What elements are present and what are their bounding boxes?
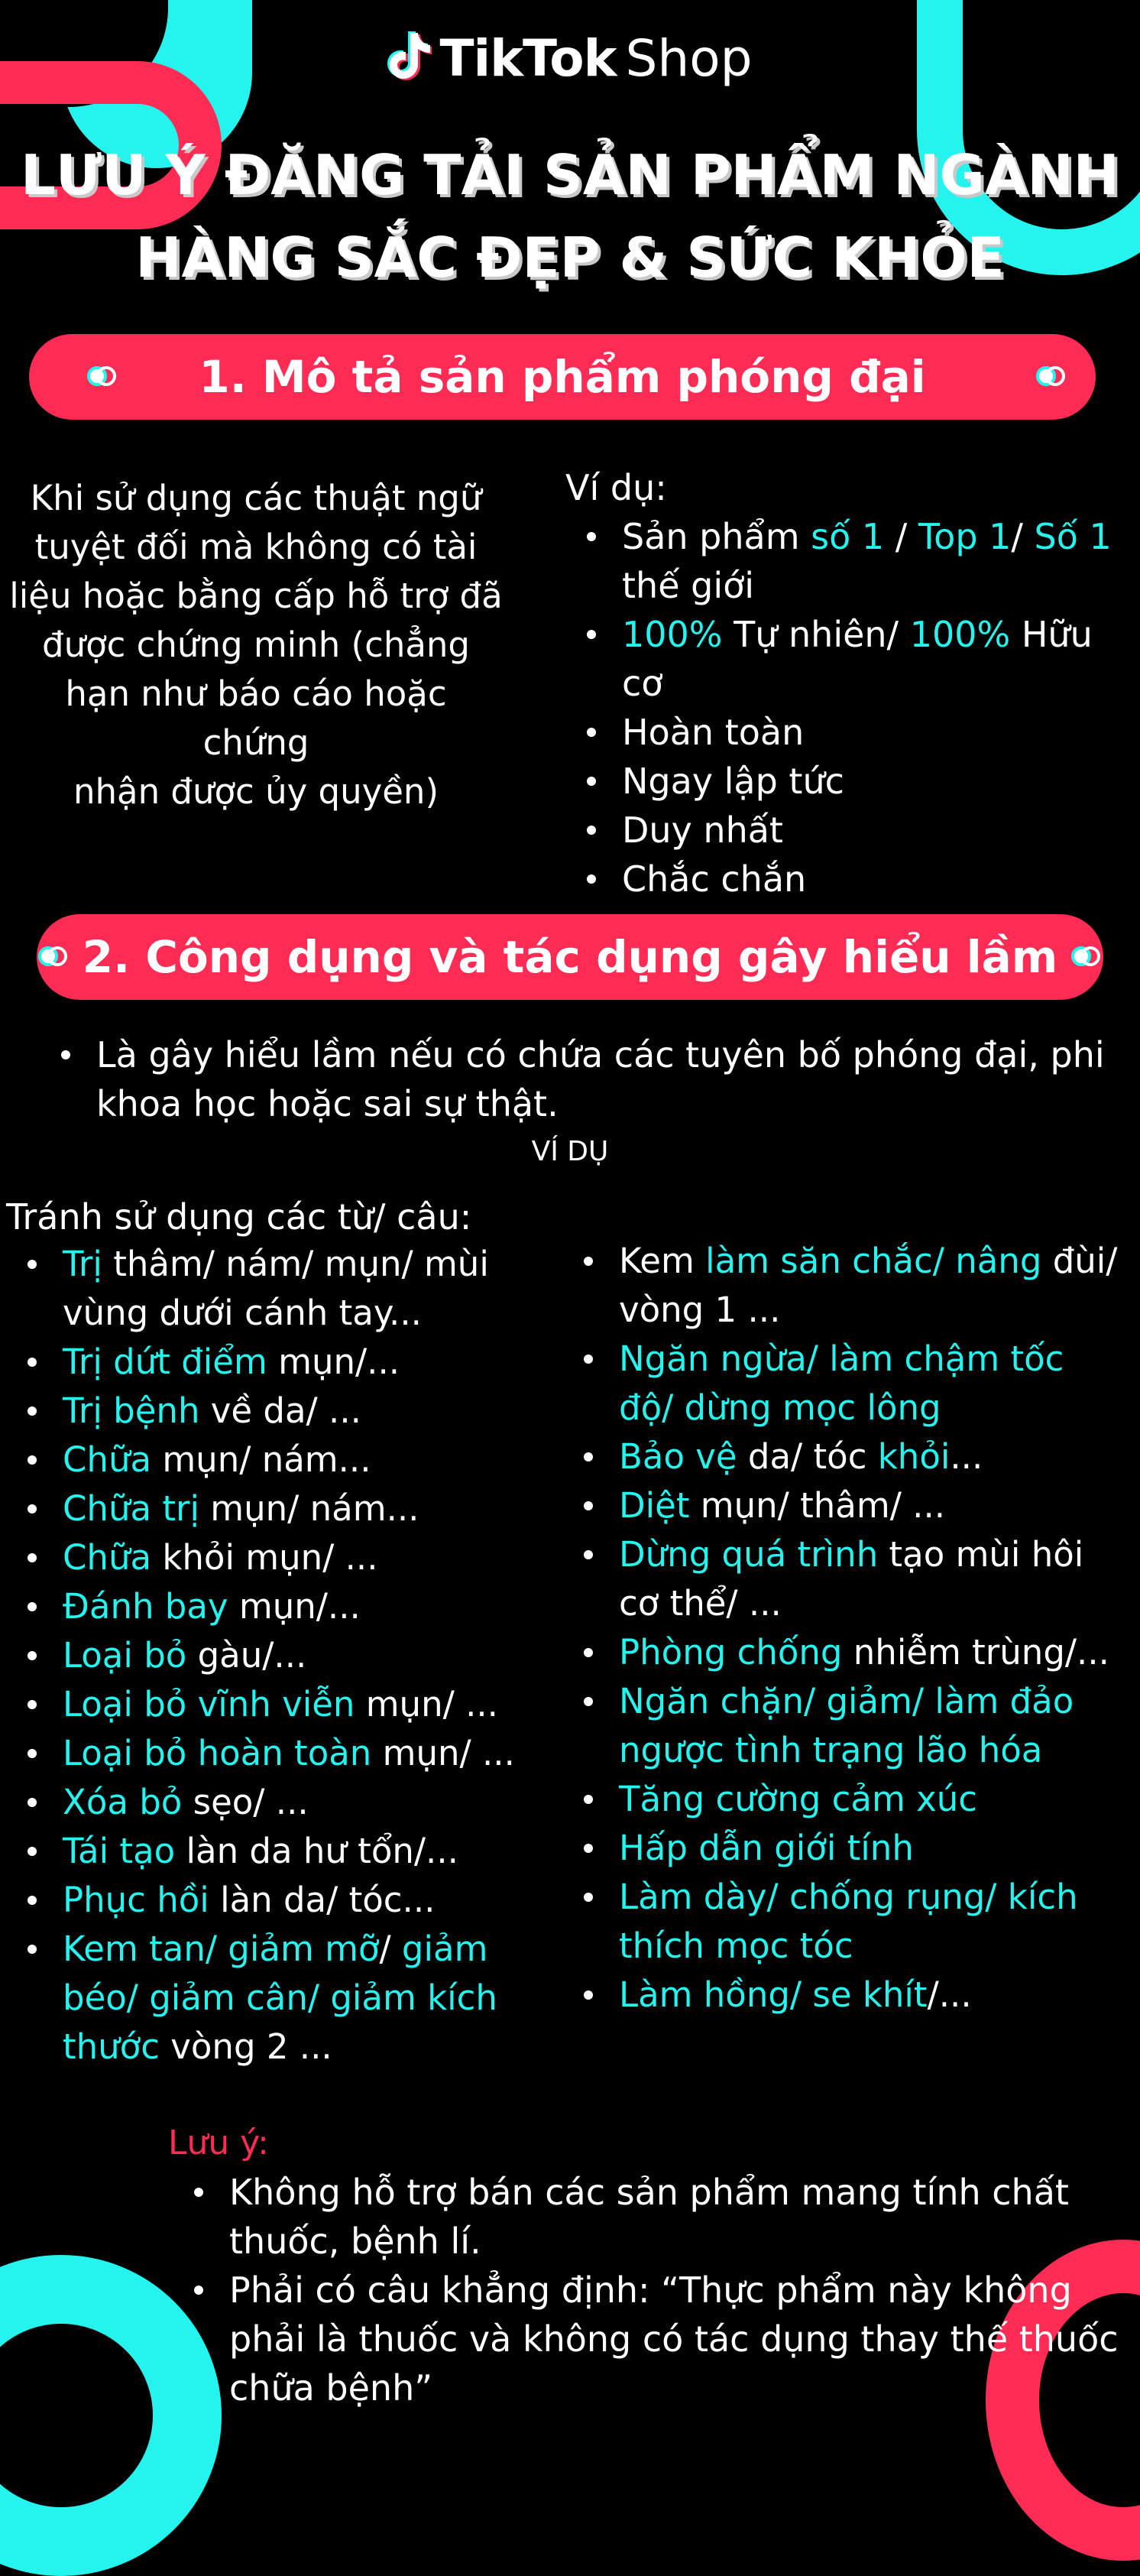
plain-text: Tự nhiên/ [722, 614, 910, 655]
avoid-item [6, 1387, 526, 1436]
avoid-label: Tránh sử dụng các từ/ câu: [6, 1196, 472, 1238]
plain-text: mụn/ thâm/ ... [689, 1485, 946, 1526]
highlighted-term: Loại bỏ [63, 1635, 187, 1676]
plain-text: Kem [619, 1241, 706, 1281]
avoid-item [562, 1628, 1128, 1677]
intro-bullet: Là gây hiểu lầm nếu có chứa các tuyên bố phóng đại, phi khoa học hoặc sai sự thật. [40, 1030, 1109, 1128]
avoid-item [6, 1484, 526, 1533]
avoid-item [562, 1873, 1128, 1971]
plain-text: Sản phẩm [622, 516, 811, 557]
avoid-item [6, 1925, 526, 2072]
avoid-item [6, 1533, 526, 1582]
plain-text: Chắc chắn [622, 858, 807, 900]
avoid-item [562, 1971, 1128, 2020]
avoid-item [562, 1432, 1128, 1481]
avoid-item [562, 1824, 1128, 1873]
section-2-intro [40, 1030, 1109, 1128]
ring-dots-icon [38, 946, 69, 968]
highlighted-term: khỏi [877, 1436, 951, 1477]
section-2-heading [37, 914, 1103, 1000]
example-item [565, 708, 1131, 757]
highlighted-term: Chữa [63, 1537, 152, 1578]
plain-text: thâm/ nám/ mụn/ mùi vùng dưới cánh tay... [63, 1244, 489, 1333]
note-item: Phải có câu khẳng định: “Thực phẩm này không phải là thuốc và không có tác dụng thay thế thuốc chữa bệnh” [173, 2266, 1140, 2412]
section-1-description [8, 474, 504, 816]
description-line: được chứng minh (chẳng [42, 625, 470, 665]
highlighted-term: Diệt [619, 1485, 690, 1526]
plain-text: /... [927, 1974, 972, 2015]
highlighted-term: 100% [622, 614, 723, 655]
example-item [565, 512, 1131, 610]
plain-text: gàu/... [186, 1635, 307, 1676]
plain-text: khỏi mụn/ ... [151, 1537, 378, 1578]
section-2-heading-text: 2. Công dụng và tác dụng gây hiểu lầm [82, 931, 1058, 983]
plain-text: Hoàn toàn [622, 712, 805, 753]
avoid-item [562, 1530, 1128, 1628]
logo-brand: TikTok [439, 29, 617, 88]
highlighted-term: Ngăn chặn/ giảm/ làm đảo ngược tình trạng lão hóa [619, 1681, 1074, 1770]
avoid-item [6, 1582, 526, 1631]
highlighted-term: Hấp dẫn giới tính [619, 1828, 914, 1868]
highlighted-term: Top 1 [918, 516, 1012, 557]
description-line: Khi sử dụng các thuật ngữ [30, 478, 482, 518]
description-line: hạn như báo cáo hoặc chứng [65, 673, 447, 763]
plain-text: mụn/... [267, 1342, 400, 1382]
avoid-item [6, 1338, 526, 1387]
highlighted-term: Trị [63, 1244, 102, 1284]
highlighted-term: Đánh bay [63, 1586, 228, 1627]
highlighted-term: Phòng chống [619, 1632, 843, 1672]
section-1-examples [565, 463, 1131, 904]
avoid-item [562, 1775, 1128, 1824]
section-1-heading [29, 334, 1096, 420]
description-line: nhận được ủy quyền) [73, 771, 439, 812]
logo-shop: Shop [625, 29, 753, 88]
tiktok-shop-logo [0, 29, 1140, 88]
description-line: tuyệt đối mà không có tài [34, 527, 478, 567]
ring-dots-icon [1036, 366, 1067, 388]
plain-text: mụn/... [228, 1586, 361, 1627]
avoid-item [6, 1827, 526, 1876]
highlighted-term: Trị dứt điểm [63, 1342, 267, 1382]
plain-text: mụn/ nám... [199, 1488, 419, 1529]
avoid-item [6, 1778, 526, 1827]
plain-text: / [379, 1929, 402, 1969]
plain-text: Duy nhất [622, 809, 783, 851]
example-label: Ví dụ: [565, 467, 667, 508]
plain-text: ... [950, 1436, 983, 1477]
example-item [565, 757, 1131, 806]
example-caption: VÍ DỤ [531, 1136, 609, 1167]
plain-text: / [884, 516, 918, 557]
avoid-item [562, 1237, 1128, 1335]
highlighted-term: Làm dày/ chống rụng/ kích thích mọc tóc [619, 1877, 1078, 1966]
avoid-list-left [6, 1240, 526, 2072]
plain-text: đùi/ vòng 1 ... [619, 1241, 1118, 1330]
example-item [565, 610, 1131, 708]
avoid-item [6, 1631, 526, 1680]
note-list [173, 2168, 1140, 2412]
highlighted-term: làm săn chắc/ nâng [705, 1241, 1042, 1281]
highlighted-term: Chữa [63, 1439, 152, 1480]
avoid-item [6, 1876, 526, 1925]
example-item [565, 806, 1131, 855]
ring-dots-icon [1071, 946, 1102, 968]
note-item: Không hỗ trợ bán các sản phẩm mang tính chất thuốc, bệnh lí. [173, 2168, 1140, 2266]
highlighted-term: Bảo vệ [619, 1436, 737, 1477]
highlighted-term: 100% [909, 614, 1011, 655]
plain-text: về da/ ... [199, 1390, 361, 1431]
page-title [0, 134, 1140, 299]
plain-text: sẹo/ ... [182, 1782, 309, 1822]
plain-text: tạo mùi hôi cơ thể/ ... [619, 1534, 1084, 1624]
plain-text: mụn/ ... [355, 1684, 498, 1724]
highlighted-term: Loại bỏ vĩnh viễn [63, 1684, 355, 1724]
plain-text: mụn/ nám... [151, 1439, 371, 1480]
description-line: liệu hoặc bằng cấp hỗ trợ đã [9, 576, 503, 616]
avoid-item [6, 1240, 526, 1338]
plain-text: thế giới [622, 565, 755, 606]
avoid-list-right [562, 1237, 1128, 2020]
avoid-item [6, 1680, 526, 1729]
highlighted-term: Phục hồi [63, 1880, 209, 1920]
plain-text: làn da hư tổn/... [175, 1831, 458, 1871]
note-label: Lưu ý: [168, 2123, 269, 2162]
highlighted-term: giảm béo/ giảm cân/ giảm kích thước [63, 1929, 497, 2067]
plain-text: mụn/ ... [371, 1733, 515, 1773]
highlighted-term: Xóa bỏ [63, 1782, 183, 1822]
highlighted-term: Kem tan/ giảm mỡ [63, 1929, 380, 1969]
highlighted-term: Số 1 [1034, 516, 1112, 557]
highlighted-term: Ngăn ngừa/ làm chậm tốc độ/ dừng mọc lông [619, 1338, 1064, 1428]
page-title-line-2: HÀNG SẮC ĐẸP & SỨC KHỎE [135, 225, 1005, 290]
avoid-item [562, 1335, 1128, 1432]
avoid-item [562, 1481, 1128, 1530]
highlighted-term: Tái tạo [63, 1831, 176, 1871]
plain-text: làn da/ tóc... [209, 1880, 436, 1920]
highlighted-term: Dừng quá trình [619, 1534, 879, 1575]
highlighted-term: Chữa trị [63, 1488, 199, 1529]
highlighted-term: Loại bỏ hoàn toàn [63, 1733, 372, 1773]
plain-text: Ngay lập tức [622, 761, 844, 802]
highlighted-term: Trị bệnh [63, 1390, 200, 1431]
tiktok-note-icon [387, 30, 432, 80]
plain-text: da/ tóc [737, 1436, 878, 1477]
page-title-line-1: LƯU Ý ĐĂNG TẢI SẢN PHẨM NGÀNH [21, 143, 1119, 207]
example-list [565, 512, 1131, 904]
highlighted-term: Tăng cường cảm xúc [619, 1779, 977, 1819]
plain-text: Hữu cơ [622, 614, 1093, 704]
highlighted-term: Làm hồng/ se khít [619, 1974, 928, 2015]
ring-dots-icon [87, 366, 118, 388]
highlighted-term: số 1 [811, 516, 885, 557]
avoid-item [6, 1729, 526, 1778]
plain-text: nhiễm trùng/... [842, 1632, 1109, 1672]
avoid-item [562, 1677, 1128, 1775]
plain-text: / [1011, 516, 1035, 557]
avoid-item [6, 1436, 526, 1484]
section-1-heading-text: 1. Mô tả sản phẩm phóng đại [199, 351, 926, 403]
plain-text: vòng 2 ... [159, 2026, 332, 2067]
example-item [565, 855, 1131, 904]
